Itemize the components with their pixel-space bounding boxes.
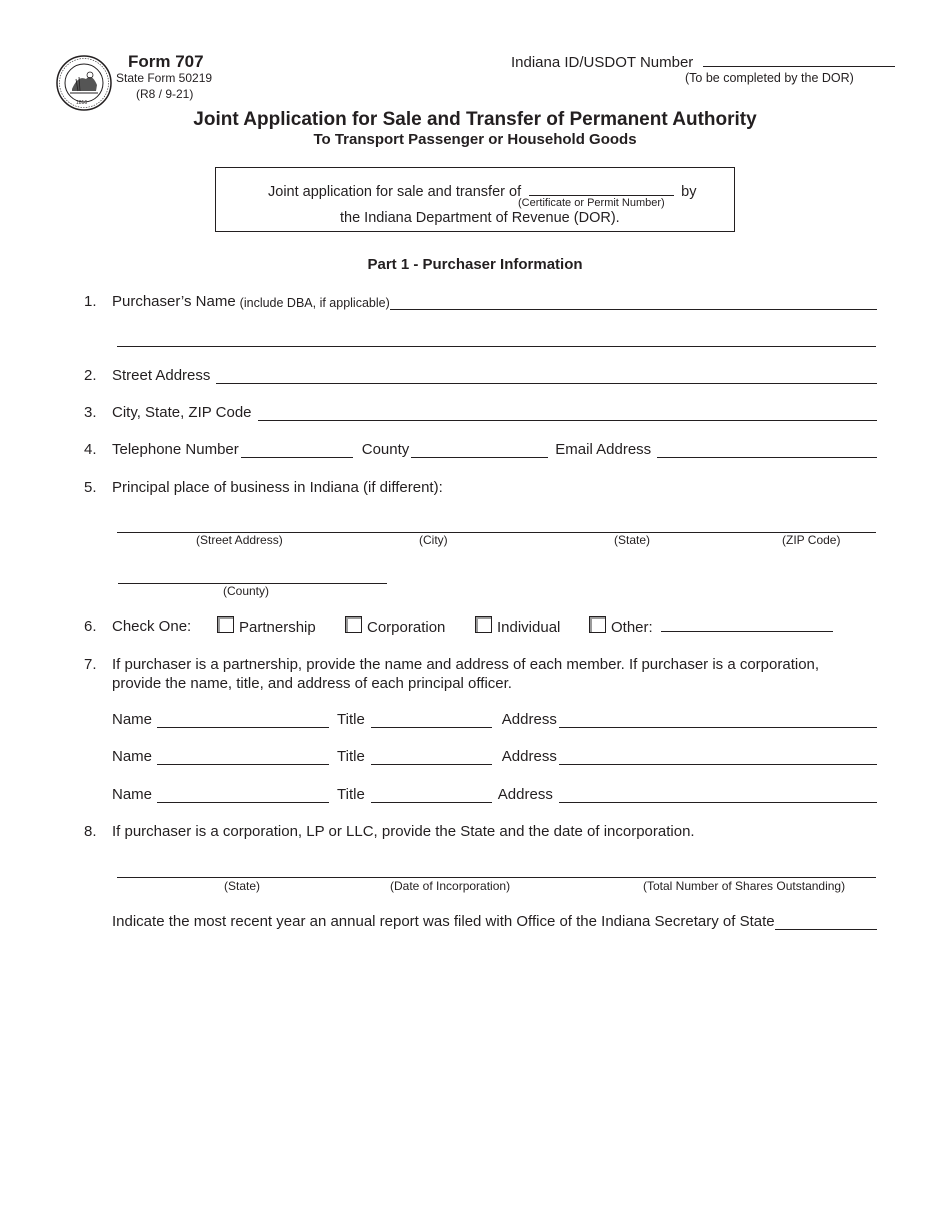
other-checkbox[interactable]	[589, 616, 606, 633]
member-address-input[interactable]	[559, 750, 877, 765]
telephone-input[interactable]	[241, 443, 353, 458]
option-individual[interactable]	[475, 616, 560, 636]
part1-title: Part 1 - Purchaser Information	[367, 256, 583, 273]
member-title-label: Title	[337, 748, 365, 765]
partnership-checkbox[interactable]	[217, 616, 234, 633]
member-name-label: Name	[112, 711, 153, 728]
annual-report-year-input[interactable]	[775, 915, 877, 930]
q7-number: 7.	[84, 656, 97, 673]
email-label: Email Address	[555, 441, 652, 458]
q5-number: 5.	[84, 479, 97, 496]
members-instructions-1: If purchaser is a partnership, provide the name and address of each member. If purchaser is a corporation,	[112, 656, 820, 673]
seal-year: 1816	[76, 100, 88, 106]
option-partnership[interactable]	[217, 616, 316, 636]
q6-number: 6.	[84, 618, 97, 635]
q1-number: 1.	[84, 293, 97, 310]
partnership-label: Partnership	[239, 619, 316, 636]
member-row	[112, 711, 877, 728]
certificate-line-2: the Indiana Department of Revenue (DOR).	[340, 210, 620, 226]
county-label: County	[361, 441, 410, 458]
member-row	[112, 748, 877, 765]
other-label: Other:	[611, 619, 653, 636]
member-title-input[interactable]	[371, 750, 492, 765]
street-address-label: Street Address	[112, 367, 211, 384]
city-state-zip-label: City, State, ZIP Code	[112, 404, 252, 421]
usdot-number-label: Indiana ID/USDOT Number	[511, 54, 694, 71]
contact-row	[112, 441, 877, 458]
form-revision: (R8 / 9-21)	[136, 87, 194, 101]
member-name-label: Name	[112, 786, 153, 803]
caption-county: (County)	[223, 584, 270, 598]
check-one-label: Check One:	[112, 618, 192, 635]
caption-total-shares: (Total Number of Shares Outstanding)	[643, 879, 846, 893]
annual-report-label: Indicate the most recent year an annual report was filed with Office of the Indiana Secretary of State	[112, 913, 775, 930]
member-title-input[interactable]	[371, 788, 492, 803]
form-title: Joint Application for Sale and Transfer of Permanent Authority	[193, 109, 757, 130]
caption-incorporation-state: (State)	[224, 879, 261, 893]
street-address-field[interactable]	[112, 367, 877, 384]
caption-state: (State)	[614, 533, 651, 547]
state-seal	[56, 55, 112, 111]
corporation-label: Corporation	[367, 619, 446, 636]
member-address-label: Address	[501, 711, 557, 728]
option-corporation[interactable]	[345, 616, 445, 636]
member-title-input[interactable]	[371, 713, 492, 728]
telephone-label: Telephone Number	[112, 441, 239, 458]
member-address-label: Address	[497, 786, 553, 803]
caption-zip-code: (ZIP Code)	[782, 533, 841, 547]
member-title-label: Title	[337, 711, 365, 728]
form-number: Form 707	[128, 52, 204, 71]
certificate-box	[215, 167, 735, 232]
member-title-label: Title	[337, 786, 365, 803]
member-address-label: Address	[501, 748, 557, 765]
option-other[interactable]	[589, 616, 833, 636]
purchaser-name-note: (include DBA, if applicable)	[239, 296, 390, 310]
member-name-input[interactable]	[157, 713, 329, 728]
certificate-line-suffix: by	[681, 184, 697, 200]
certificate-line-prefix: Joint application for sale and transfer of	[268, 184, 522, 200]
form-subtitle: To Transport Passenger or Household Goods	[313, 131, 637, 148]
individual-label: Individual	[497, 619, 561, 636]
q3-number: 3.	[84, 404, 97, 421]
q2-number: 2.	[84, 367, 97, 384]
purchaser-name-label: Purchaser’s Name	[112, 293, 236, 310]
member-row	[112, 786, 877, 803]
principal-place-label: Principal place of business in Indiana (if different):	[112, 479, 443, 496]
member-name-input[interactable]	[157, 750, 329, 765]
other-input[interactable]	[661, 617, 833, 632]
purchaser-name-line-2[interactable]	[117, 346, 876, 347]
incorporation-line[interactable]	[117, 877, 876, 878]
annual-report-field[interactable]	[112, 913, 877, 930]
q4-number: 4.	[84, 441, 97, 458]
caption-city: (City)	[419, 533, 448, 547]
caption-street-address: (Street Address)	[196, 533, 283, 547]
member-name-label: Name	[112, 748, 153, 765]
certificate-number-input[interactable]	[529, 181, 674, 196]
email-input[interactable]	[657, 443, 877, 458]
member-address-input[interactable]	[559, 788, 877, 803]
q8-number: 8.	[84, 823, 97, 840]
certificate-caption: (Certificate or Permit Number)	[518, 197, 665, 209]
county-input[interactable]	[411, 443, 548, 458]
corporation-checkbox[interactable]	[345, 616, 362, 633]
state-form-number: State Form 50219	[116, 71, 213, 85]
city-state-zip-line[interactable]	[258, 406, 877, 421]
usdot-number-field[interactable]	[511, 52, 895, 71]
individual-checkbox[interactable]	[475, 616, 492, 633]
member-address-input[interactable]	[559, 713, 877, 728]
city-state-zip-field[interactable]	[112, 404, 877, 421]
purchaser-name-field[interactable]	[112, 293, 877, 310]
member-name-input[interactable]	[157, 788, 329, 803]
caption-date-of-incorporation: (Date of Incorporation)	[390, 879, 511, 893]
usdot-note: (To be completed by the DOR)	[685, 71, 854, 85]
members-instructions-2: provide the name, title, and address of each principal officer.	[112, 675, 512, 692]
incorporation-label: If purchaser is a corporation, LP or LLC, provide the State and the date of incorporation.	[112, 823, 695, 840]
street-address-line[interactable]	[216, 369, 877, 384]
usdot-number-line[interactable]	[703, 52, 895, 67]
purchaser-name-line[interactable]	[390, 295, 877, 310]
